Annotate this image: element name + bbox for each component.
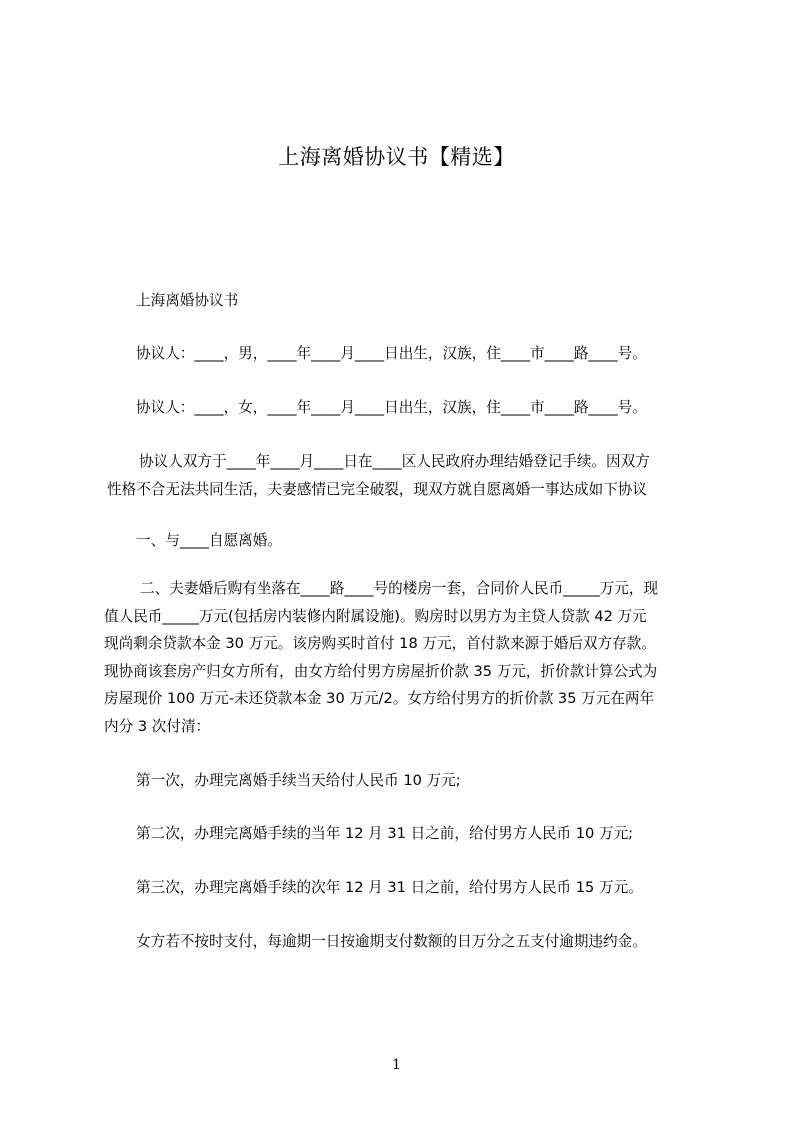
clause-2-line: 内分 3 次付清： [104,717,211,735]
section-subtitle: 上海离婚协议书 [136,292,239,309]
page-number: 1 [392,1057,401,1073]
clause-2-paragraph [104,575,707,740]
intro-line: 性格不合无法共同生活，夫妻感情已完全破裂，现双方就自愿离婚一事达成如下协议 [107,480,647,498]
clause-2-line: 现尚剩余贷款本金 30 万元。该房购买时首付 18 万元，首付款来源于婚后双方存款。 [104,635,656,652]
party-male-line: 协议人：____，男，____年____月____日出生，汉族，住____市____路____号。 [136,345,647,362]
penalty-clause: 女方若不按时支付，每逾期一日按逾期支付数额的日万分之五支付逾期违约金。 [136,933,647,950]
clause-2-line: 现协商该套房产归女方所有，由女方给付男方房屋折价款 35 万元，折价款计算公式为 [104,662,658,680]
document-title: 上海离婚协议书【精选】 [278,145,515,169]
party-female-line: 协议人：____，女，____年____月____日出生，汉族，住____市____路____号。 [136,399,647,416]
clause-2-line: 二、夫妻婚后购有坐落在____路____号的楼房一套，合同价人民币_____万元，现 [140,580,659,597]
clause-2-line: 值人民币_____万元(包括房内装修内附属设施)。购房时以男方为主贷人贷款 42 万元 [104,607,647,625]
payment-first: 第一次，办理完离婚手续当天给付人民币 10 万元; [136,772,461,789]
intro-paragraph [107,448,719,503]
intro-line: 协议人双方于____年____月____日在____区人民政府办理结婚登记手续。因双方 [139,453,650,470]
clause-2-line: 房屋现价 100 万元-未还贷款本金 30 万元/2。女方给付男方的折价款 35 万元在两年 [104,690,655,707]
clause-1: 一、与____自愿离婚。 [136,532,282,549]
payment-second: 第二次，办理完离婚手续的当年 12 月 31 日之前，给付男方人民币 10 万元; [136,825,634,842]
payment-third: 第三次，办理完离婚手续的次年 12 月 31 日之前，给付男方人民币 15 万元。 [136,879,643,896]
